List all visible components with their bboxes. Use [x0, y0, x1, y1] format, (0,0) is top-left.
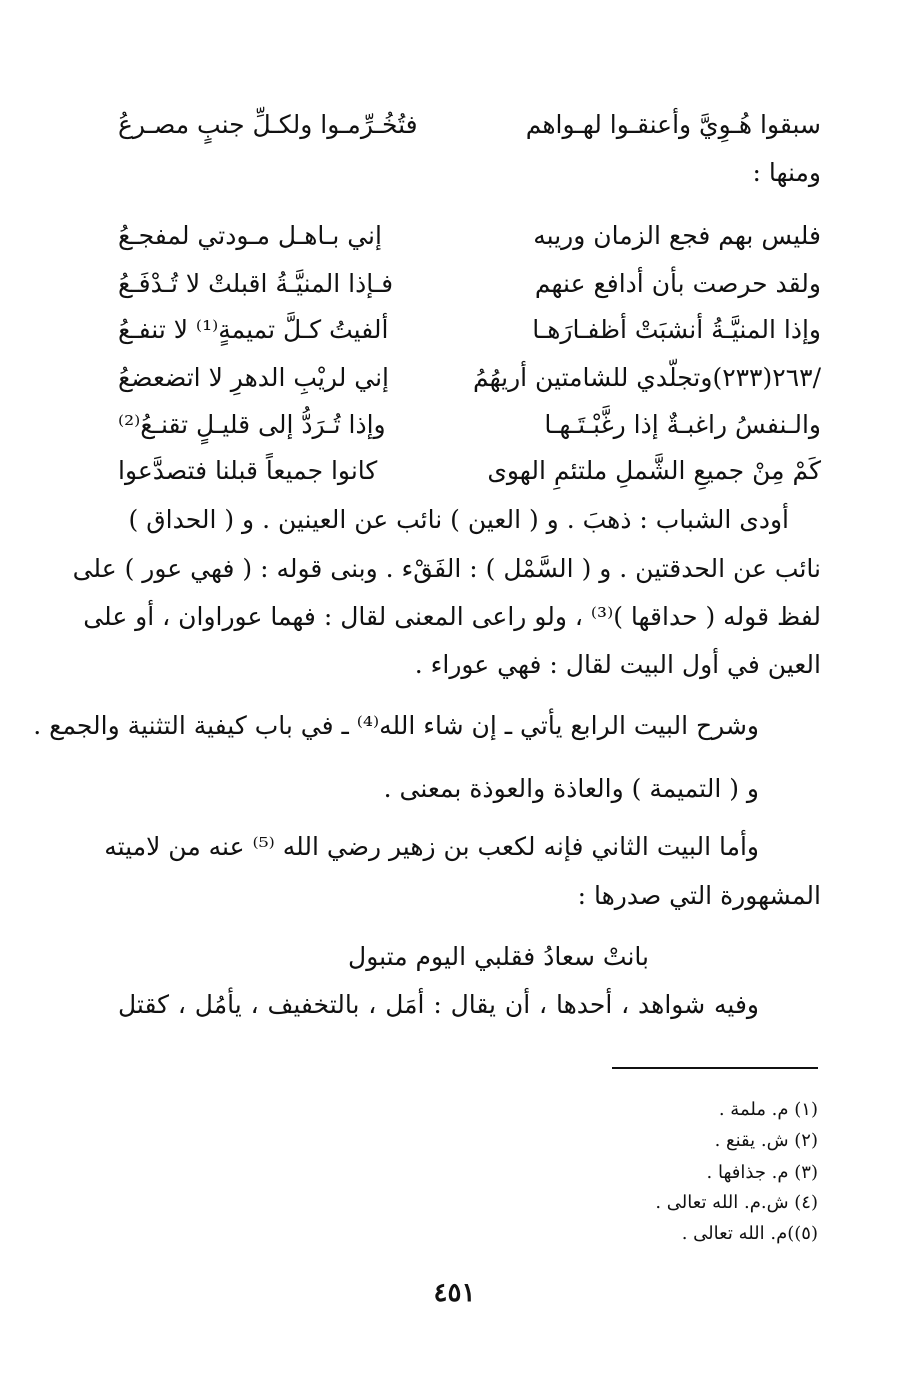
footnote: (٤) ش.م. الله تعالى . [655, 1192, 818, 1213]
page-number: ٤٥١ [433, 1278, 476, 1308]
paragraph-line: المشهورة التي صدرها : [577, 881, 821, 910]
verse-first-hemistich: فليس بهم فجع الزمان وريبه [533, 221, 821, 250]
footnote: (٣) م. جذافها . [706, 1162, 818, 1183]
intro-label: ومنها : [752, 158, 821, 187]
verse-second-hemistich: إني لريْبِ الدهرِ لا اتضعضعُ [118, 363, 389, 392]
verse-second-hemistich: فـإذا المنيَّـةُ اقبلتْ لا تُـدْفَـعُ [118, 269, 394, 298]
verse-first-hemistich: /٢٦٣(٢٣٣)وتجلّدي للشامتين أريهُمُ [472, 363, 821, 392]
footnote: (١) م. ملمة . [718, 1099, 818, 1120]
verse-second-hemistich: وإذا تُـرَدُّ إلى قليـلٍ تقنـعُ⁽²⁾ [118, 410, 386, 439]
paragraph-line: و ( التميمة ) والعاذة والعوذة بمعنى . [383, 774, 759, 803]
verse-first-hemistich: سبقوا هُـوِيَّ وأعنقـوا لهـواهم [525, 110, 821, 139]
paragraph-line: وأما البيت الثاني فإنه لكعب بن زهير رضي الله ⁽⁵⁾ عنه من لاميته [104, 832, 759, 861]
paragraph-line: وشرح البيت الرابع يأتي ـ إن شاء الله⁽⁴⁾ ـ في باب كيفية التثنية والجمع . [33, 711, 759, 740]
footnote-divider [612, 1067, 818, 1069]
verse-line [118, 405, 821, 445]
verse-second-hemistich: كانوا جميعاً قبلنا فتصدَّعوا [118, 456, 378, 485]
verse-second-hemistich: فتُخُـرِّمـوا ولكـلِّ جنبٍ مصـرعُ [118, 110, 418, 139]
verse-line [118, 358, 821, 398]
verse-line [118, 451, 821, 491]
verse-line [118, 264, 821, 304]
paragraph-line: العين في أول البيت لقال : فهي عوراء . [414, 650, 821, 679]
verse-quote: بانتْ سعادُ فقلبي اليوم متبول [348, 942, 649, 971]
paragraph-line: نائب عن الحدقتين . و ( السَّمْل ) : الفَقْء . وبنى قوله : ( فهي عور ) على [72, 554, 821, 583]
verse-line [118, 310, 821, 350]
paragraph-line: أودى الشباب : ذهبَ . و ( العين ) نائب عن العينين . و ( الحداق ) [128, 505, 789, 534]
verse-first-hemistich: والـنفسُ راغبـةٌ إذا رغَّبْـتَـهـا [544, 410, 821, 439]
footnote: (٥))م. الله تعالى . [681, 1223, 818, 1244]
verse-first-hemistich: ولقد حرصت بأن أدافع عنهم [534, 269, 821, 298]
verse-second-hemistich: إني بـاهـل مـودتي لمفجـعُ [118, 221, 382, 250]
verse-line [118, 105, 821, 145]
paragraph-line: وفيه شواهد ، أحدها ، أن يقال : أمَل ، بالتخفيف ، يأمُل ، كقتل [118, 990, 759, 1019]
verse-line [118, 216, 821, 256]
verse-first-hemistich: كَمْ مِنْ جميعِ الشَّملِ ملتئمِ الهوى [487, 456, 821, 485]
footnote: (٢) ش. يقنع . [714, 1130, 818, 1151]
verse-second-hemistich: ألفيتُ كـلَّ تميمةٍ⁽¹⁾ لا تنفـعُ [118, 315, 389, 344]
paragraph-line: لفظ قوله ( حداقها )⁽³⁾ ، ولو راعى المعنى لقال : فهما عوراوان ، أو على [83, 602, 821, 631]
verse-first-hemistich: وإذا المنيَّـةُ أنشبَتْ أظفـارَهـا [532, 315, 821, 344]
